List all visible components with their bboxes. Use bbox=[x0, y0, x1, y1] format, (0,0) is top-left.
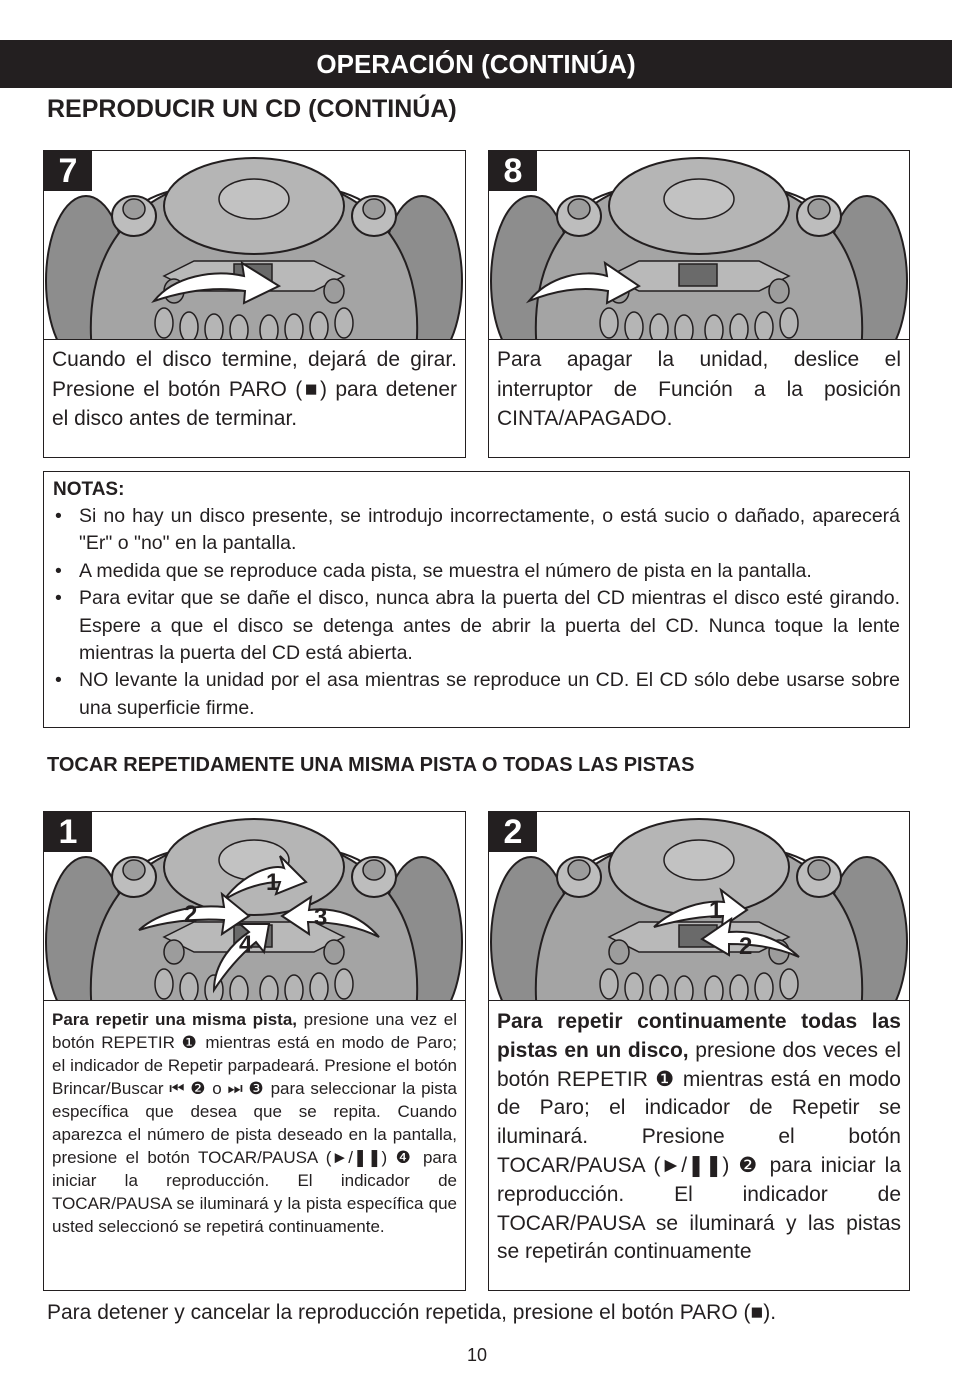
notes-title: NOTAS: bbox=[53, 479, 125, 500]
repeat-step-panel-1 bbox=[43, 811, 466, 1291]
arrow-label: 3 bbox=[314, 904, 328, 931]
step-panel-7 bbox=[43, 150, 466, 458]
step-number: 7 bbox=[44, 151, 92, 191]
step-text-body: presione dos veces el botón REPETIR ❶ mientras está en modo de Paro; el indicador de Repetir se iluminará. Presione el botón TOCAR/PAUSA (►/❚❚) ❷ para iniciar la reproducción. El indicador de TOCAR/PAUSA se iluminará y las pistas se repetirán continuamente bbox=[497, 1038, 901, 1264]
footer-text: Para detener y cancelar la reproducción repetida, presione el botón PARO (■). bbox=[47, 1301, 777, 1324]
arrow-label: 1 bbox=[266, 869, 280, 896]
note-item: • NO levante la unidad por el asa mientras se reproduce un CD. El CD sólo debe usarse sobre una superficie firme. bbox=[53, 667, 900, 722]
header-title: OPERACIÓN (CONTINÚA) bbox=[316, 49, 636, 79]
step-text-bold: Para repetir continuamente todas las pistas en un disco, bbox=[497, 1010, 901, 1062]
boombox-illustration bbox=[489, 151, 909, 340]
repeat-step-panel-2 bbox=[488, 811, 910, 1291]
note-item: • A medida que se reproduce cada pista, se muestra el número de pista en la pantalla. bbox=[53, 558, 900, 585]
note-item: • Si no hay un disco presente, se introdujo incorrectamente, o está sucio o dañado, aparecerá "Er" o "no" en la pantalla. bbox=[53, 503, 900, 558]
page-number: 10 bbox=[466, 1345, 488, 1365]
step-number: 8 bbox=[489, 151, 537, 191]
step-text: Para apagar la unidad, deslice el interruptor de Función a la posición CINTA/APAGADO. bbox=[497, 348, 901, 430]
arrow-label: 4 bbox=[239, 931, 253, 958]
arrow-label: 2 bbox=[739, 933, 753, 960]
note-item: • Para evitar que se dañe el disco, nunca abra la puerta del CD mientras el disco esté girando. Espere a que el disco se detenga antes de abrir la puerta del CD. Nunca toque la lente mientras la puerta del CD está abierta. bbox=[53, 585, 900, 667]
section-title: REPRODUCIR UN CD (CONTINÚA) bbox=[47, 95, 457, 123]
repeat-section-title: TOCAR REPETIDAMENTE UNA MISMA PISTA O TODAS LAS PISTAS bbox=[47, 754, 695, 776]
step-text bbox=[497, 1008, 901, 1267]
arrow-label: 2 bbox=[184, 901, 198, 928]
arrow-label: 1 bbox=[709, 897, 723, 924]
step-number: 1 bbox=[44, 812, 92, 852]
notes-box bbox=[43, 471, 910, 728]
step-text: Cuando el disco termine, dejará de girar. Presione el botón PARO (■) para detener el disco antes de terminar. bbox=[52, 348, 457, 430]
step-panel-8 bbox=[488, 150, 910, 458]
boombox-illustration bbox=[489, 812, 909, 1001]
step-number: 2 bbox=[489, 812, 537, 852]
boombox-illustration bbox=[44, 812, 465, 1001]
step-text bbox=[52, 1008, 457, 1238]
page-header bbox=[0, 40, 952, 88]
boombox-illustration bbox=[44, 151, 465, 340]
step-text-body: presione una vez el botón REPETIR ❶ mientras está en modo de Paro; el indicador de Repetir parpadeará. Presione el botón Brincar/Buscar ⏮ ❷ o ⏭ ❸ para seleccionar la pista específica que desea que se repita. Cuando aparezca el número de pista deseado en la pantalla, presione el botón TOCAR/PAUSA (►/❚❚) ❹ para iniciar la reproducción. El indicador de TOCAR/PAUSA se iluminará y la pista específica que usted seleccionó se repetirá continuamente. bbox=[52, 1010, 457, 1236]
notes-list bbox=[53, 503, 900, 722]
step-text-bold: Para repetir una misma pista, bbox=[52, 1010, 297, 1029]
